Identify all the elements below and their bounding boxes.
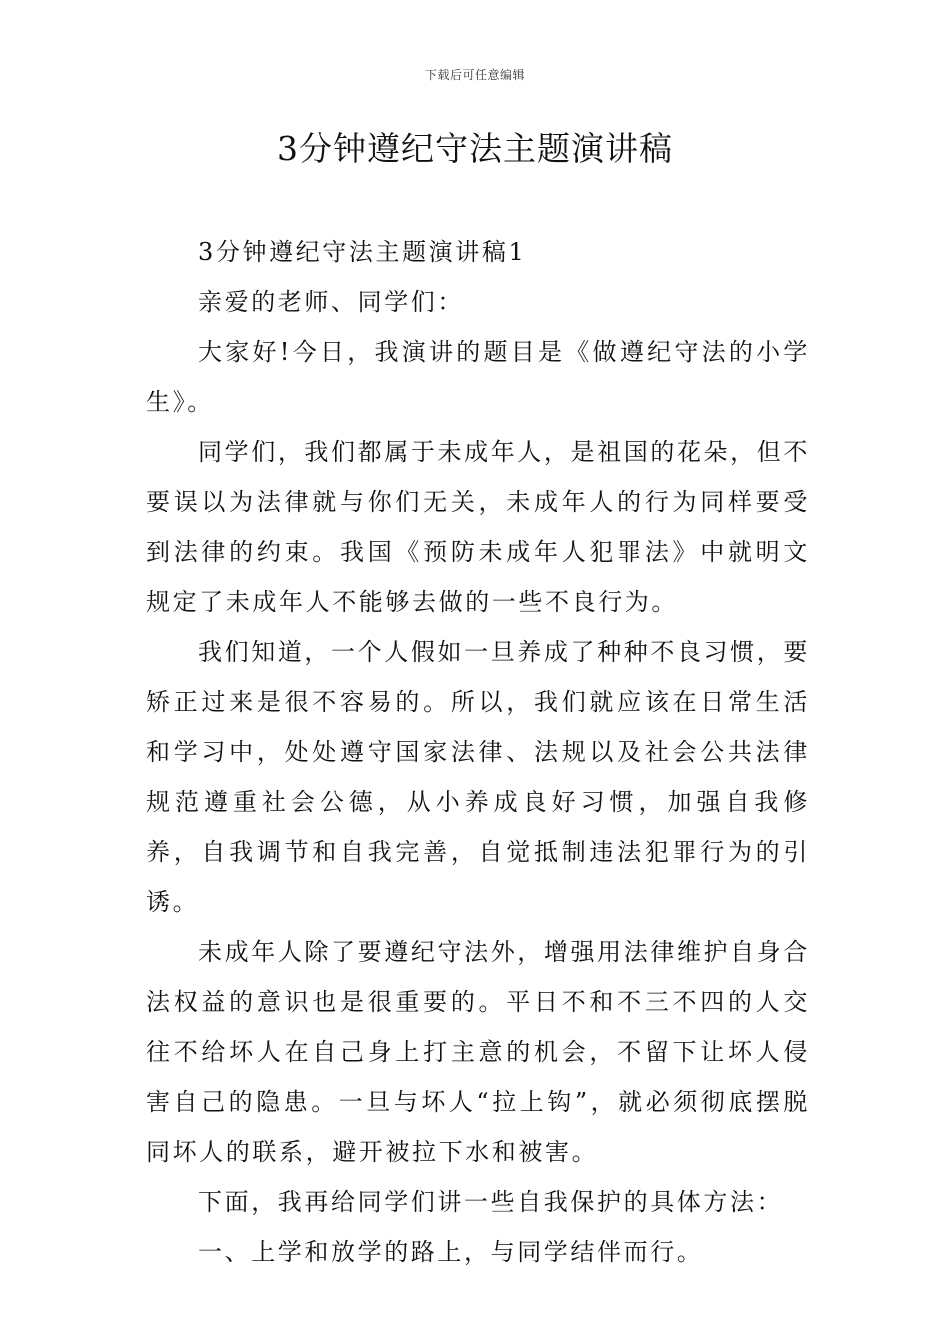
body-paragraph: 我们知道，一个人假如一旦养成了种种不良习惯，要矫正过来是很不容易的。所以，我们就应该在日常生活和学习中，处处遵守国家法律、法规以及社会公共法律规范遵重社会公德，从小养成良好习惯，加强自我修养，自我调节和自我完善，自觉抵制违法犯罪行为的引诱。 [146,638,810,916]
body-paragraph: 未成年人除了要遵纪守法外，增强用法律维护自身合法权益的意识也是很重要的。平日不和不三不四的人交往不给坏人在自己身上打主意的机会，不留下让坏人侵害自己的隐患。一旦与坏人“拉上钩”，就必须彻底摆脱同坏人的联系，避开被拉下水和被害。 [146,938,810,1166]
document-title: 3分钟遵纪守法主题演讲稿 [277,129,673,168]
body-paragraph: 同学们，我们都属于未成年人，是祖国的花朵，但不要误以为法律就与你们无关，未成年人的行为同样要受到法律的约束。我国《预防未成年人犯罪法》中就明文规定了未成年人不能够去做的一些不良行为。 [146,438,810,616]
body-paragraph: 一、上学和放学的路上，与同学结伴而行。 [198,1238,704,1266]
header-note: 下载后可任意编辑 [424,68,525,82]
body-paragraph: 下面，我再给同学们讲一些自我保护的具体方法： [198,1188,784,1216]
subtitle-paragraph: 3分钟遵纪守法主题演讲稿1 [198,238,527,266]
document-body [146,227,810,1277]
greeting-paragraph: 亲爱的老师、同学们： [198,288,464,316]
body-paragraph: 大家好!今日，我演讲的题目是《做遵纪守法的小学生》。 [146,338,810,416]
